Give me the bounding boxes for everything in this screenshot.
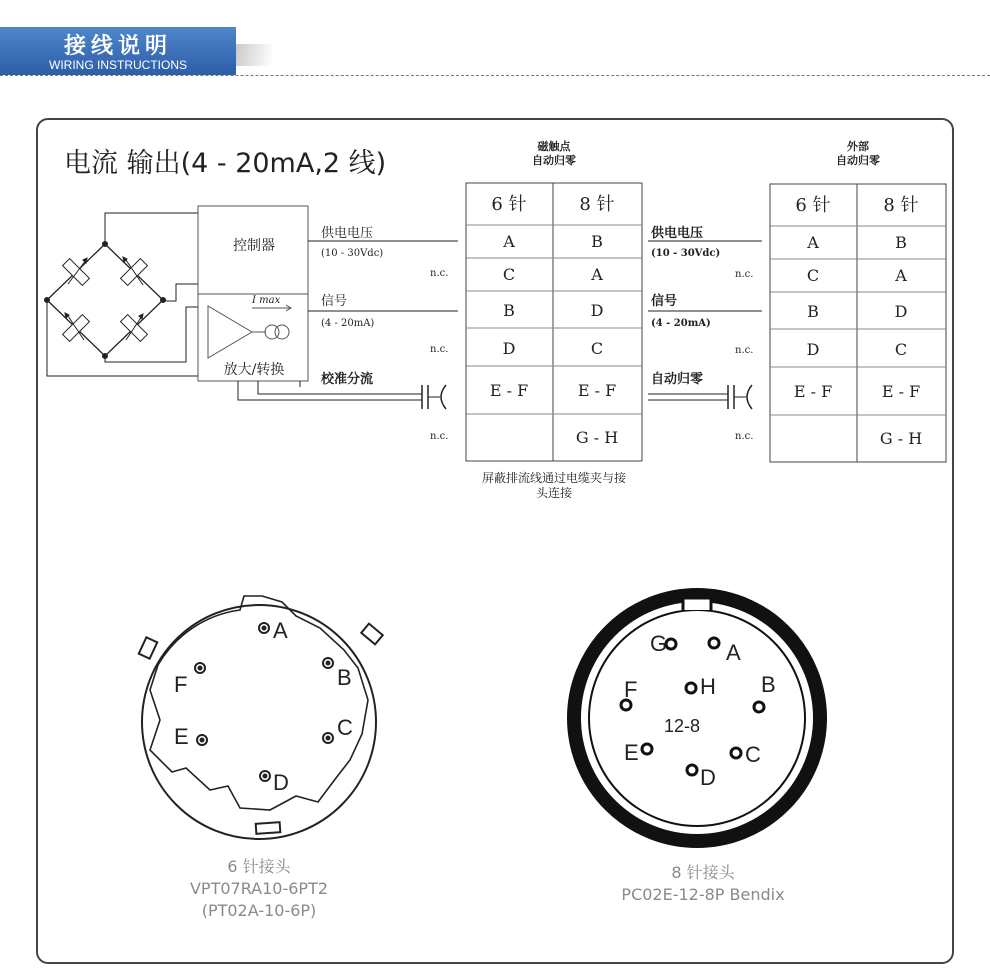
- connector8-caption-line: PC02E-12-8P Bendix: [621, 885, 785, 904]
- table2-col-6pin: 6 针: [795, 195, 831, 216]
- pin-label-a: A: [273, 618, 288, 643]
- table1-cell: B: [503, 301, 515, 320]
- table1-cell: C: [502, 265, 516, 284]
- pin-label-c: C: [745, 742, 761, 767]
- pin-label-f: F: [174, 672, 188, 697]
- diagram-title: 电流 输出(4 - 20mA,2 线): [64, 148, 387, 179]
- pin-label-e: E: [624, 740, 639, 765]
- calibration-label: 校准分流: [321, 372, 374, 387]
- table1-col-6pin: 6 针: [491, 194, 527, 215]
- table1-cell: B: [591, 232, 603, 251]
- nc-label: n.c.: [735, 431, 754, 442]
- pin-label-a: A: [726, 640, 741, 665]
- table2-cell: E - F: [793, 382, 833, 401]
- table2-cell: G - H: [879, 429, 923, 448]
- supply-label: 供电电压: [321, 226, 374, 241]
- pin-label-h: H: [700, 674, 716, 699]
- signal-label-2: 信号: [651, 294, 678, 309]
- connector6-caption-line: (PT02A-10-6P): [201, 901, 317, 920]
- pin-table-magnetic: [466, 139, 642, 461]
- table2-cell: C: [806, 266, 820, 285]
- table2-col-8pin: 8 针: [883, 195, 919, 216]
- pin-label-b: B: [761, 672, 776, 697]
- table2-cell: B: [807, 302, 819, 321]
- auto-zero-label: 自动归零: [651, 372, 704, 387]
- pin-label-g: G: [650, 631, 668, 656]
- controller-box: [198, 206, 308, 381]
- table1-cell: G - H: [575, 428, 619, 447]
- strain-gauge-bridge: [45, 213, 199, 376]
- nc-label: n.c.: [430, 268, 449, 279]
- shield-note-line1: 屏蔽排流线通过电缆夹与接: [481, 471, 627, 485]
- connector8-center-label: 12-8: [664, 716, 701, 736]
- signal-label: 信号: [321, 294, 348, 309]
- table2-cell: D: [806, 340, 820, 359]
- connector6-caption-line: 6 针接头: [227, 857, 291, 876]
- table2-cell: C: [894, 340, 908, 359]
- nc-label: n.c.: [430, 344, 449, 355]
- connector6-caption: [159, 856, 359, 922]
- pin-label-e: E: [174, 724, 189, 749]
- signal-range-2: (4 - 20mA): [651, 318, 711, 329]
- supply-range: (10 - 30Vdc): [321, 248, 384, 259]
- table2-cell: A: [807, 233, 819, 252]
- nc-label: n.c.: [735, 345, 754, 356]
- table1-heading-1: 磁触点: [537, 140, 571, 153]
- nc-label: n.c.: [735, 269, 754, 280]
- table2-cell: E - F: [881, 382, 921, 401]
- supply-label-2: 供电电压: [651, 226, 704, 241]
- header-subtitle: WIRING INSTRUCTIONS: [49, 58, 187, 72]
- connector8-caption: [597, 862, 809, 906]
- pin-table-external: [770, 139, 946, 462]
- amplifier-label: 放大/转换: [223, 362, 285, 378]
- pin-label-b: B: [337, 665, 352, 690]
- connector-6pin-pins: [174, 618, 353, 795]
- imax-label: I max: [252, 295, 281, 306]
- table1-cell: D: [590, 301, 604, 320]
- table1-cell: A: [503, 232, 515, 251]
- connector8-caption-line: 8 针接头: [671, 863, 735, 882]
- supply-range-2: (10 - 30Vdc): [651, 248, 721, 259]
- shield-note-line2: 头连接: [535, 486, 573, 500]
- controller-label: 控制器: [233, 238, 275, 254]
- table1-cell: E - F: [577, 381, 617, 400]
- connector6-caption-line: VPT07RA10-6PT2: [189, 879, 329, 898]
- table1-col-8pin: 8 针: [579, 194, 615, 215]
- table2-cell: A: [895, 266, 907, 285]
- table1-heading-2: 自动归零: [532, 154, 576, 167]
- table1-cell: C: [590, 339, 604, 358]
- table1-cell: A: [591, 265, 603, 284]
- table1-cell: E - F: [489, 381, 529, 400]
- table2-cell: D: [894, 302, 908, 321]
- table2-heading-1: 外部: [847, 140, 869, 153]
- pin-label-d: D: [273, 770, 289, 795]
- pin-label-d: D: [700, 765, 716, 790]
- header-title: 接线说明: [63, 34, 172, 59]
- table2-heading-2: 自动归零: [836, 154, 880, 167]
- nc-label: n.c.: [430, 431, 449, 442]
- signal-range: (4 - 20mA): [321, 318, 375, 329]
- table1-cell: D: [502, 339, 516, 358]
- table2-cell: B: [895, 233, 907, 252]
- pin-label-c: C: [337, 715, 353, 740]
- pin-label-f: F: [624, 677, 638, 702]
